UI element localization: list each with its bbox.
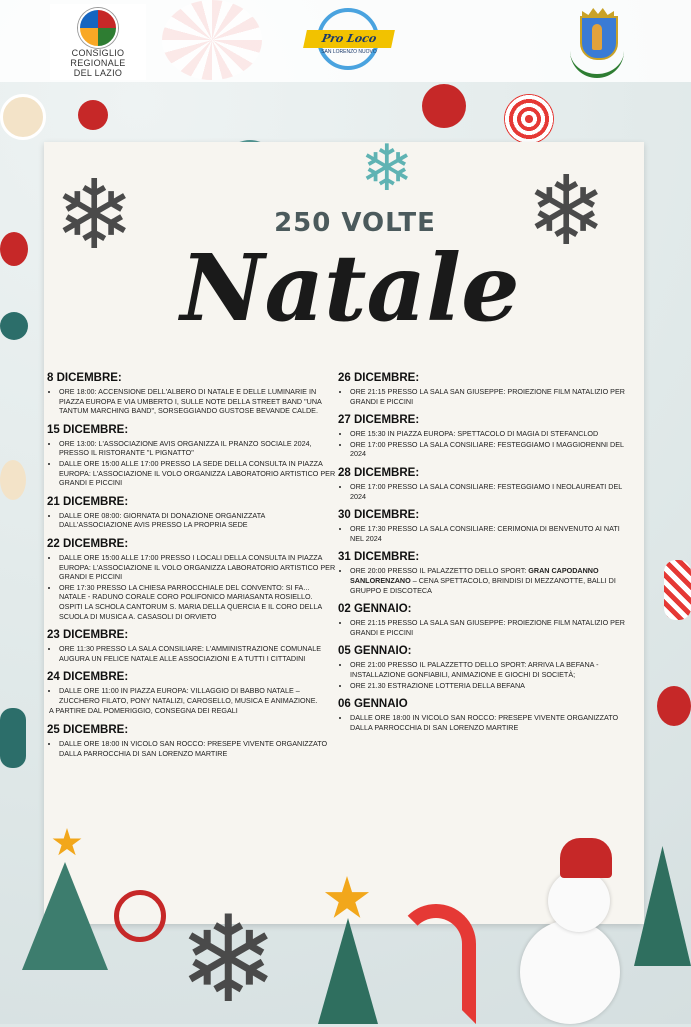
comune-coat-of-arms: [568, 6, 626, 76]
event-item: [59, 644, 337, 663]
event-item: [59, 686, 337, 705]
event-item-text: ORE 17:00 PRESSO LA SALA CONSILIARE: FESTEGGIAMO I NEOLAUREATI DEL 2024: [350, 481, 623, 501]
event-list: [47, 739, 337, 758]
event-item-text: DALLE ORE 15:00 ALLE 17:00 PRESSO LA SEDE DELLA CONSULTA IN PIAZZA EUROPA: L'ASSOCIAZIONE IL VOLO ORGANIZZA LABORATORIO ARTISTICO PER GRANDI E PICCINI: [59, 458, 336, 488]
event-day: [338, 414, 628, 459]
event-item: [350, 482, 628, 501]
event-list: [47, 553, 337, 621]
event-list: [338, 713, 628, 732]
ornament-teal: [0, 312, 28, 340]
event-date: 05 GENNAIO:: [338, 645, 412, 658]
consiglio-regionale-logo: [50, 4, 146, 80]
ornament-red: [78, 100, 108, 130]
event-date: 30 DICEMBRE:: [338, 509, 420, 522]
event-item: [350, 440, 628, 459]
event-item: [350, 387, 628, 406]
event-list: [338, 524, 628, 543]
ornament-cookie: [0, 94, 46, 140]
event-day: [47, 724, 337, 758]
event-list: [338, 387, 628, 406]
event-day: [47, 671, 337, 716]
pro-loco-logo: [305, 8, 393, 70]
event-item-text: DALLE ORE 11:00 IN PIAZZA EUROPA: VILLAGGIO DI BABBO NATALE – ZUCCHERO FILATO, PONY NATALIZI, CAROSELLO, MUSICA E ANIMAZIONE.: [59, 686, 318, 705]
ornament-red: [0, 232, 28, 266]
saint-figure-icon: [592, 24, 602, 50]
event-item-text: ORE 18:00: ACCENSIONE DELL'ALBERO DI NATALE E DELLE LUMINARIE IN PIAZZA EUROPA E VIA UMBERTO I, SULLE NOTE DELLA STREET BAND "UNA TANTUM MARCHING BAND", SORSEGGIANDO GUSTOSE BEVANDE CALDE.: [59, 387, 322, 416]
ornament-cookie: [0, 460, 26, 500]
event-date: 23 DICEMBRE:: [47, 629, 129, 642]
event-item-text: ORE 17:30 PRESSO LA CHIESA PARROCCHIALE DEL CONVENTO: SI FA... NATALE - RADUNO CORALE CORO POLIFONICO MARIASANTA ROSIELLO. OSPITI LA SCHOLA CANTORUM S. MARIA DELLA QUERCIA E IL CORO DELLA SCUOLA DI MUSICA A. CASASOLI DI ORVIETO: [59, 582, 322, 621]
event-item-text: ORE 13:00: L'ASSOCIAZIONE AVIS ORGANIZZA IL PRANZO SOCIALE 2024, PRESSO IL RISTORANTE "L PIGNATTO": [59, 438, 312, 458]
event-day: [47, 629, 337, 663]
events-left-column: [47, 372, 337, 766]
event-item: [350, 660, 628, 679]
event-item-text: – CENA SPETTACOLO, BRINDISI DI MEZZANOTTE, BALLI DI GRUPPO E DISCOTECA: [350, 575, 616, 595]
event-list: [338, 482, 628, 501]
poster-subtitle: 250 VOLTE: [274, 208, 436, 238]
region-crest-icon: [78, 8, 118, 48]
event-day: [338, 509, 628, 543]
event-item-text: ORE 11:30 PRESSO LA SALA CONSILIARE: L'AMMINISTRAZIONE COMUNALE AUGURA UN FELICE NATALE ALLE ASSOCIAZIONI E A TUTTI I CITTADINI: [59, 644, 322, 663]
candy-cane-icon: [396, 904, 476, 1024]
logo-left-line-3: DEL LAZIO: [73, 68, 123, 78]
event-item: [59, 583, 337, 621]
event-date: 26 DICEMBRE:: [338, 372, 420, 384]
event-item-text: ORE 17:30 PRESSO LA SALA CONSILIARE: CERIMONIA DI BENVENUTO AI NATI NEL 2024: [350, 524, 620, 543]
event-date: 06 GENNAIO: [338, 698, 408, 711]
pro-loco-subtitle: SAN LORENZO NUOVO: [321, 49, 377, 55]
event-day: [338, 551, 628, 595]
event-item: [59, 439, 337, 458]
ornament-red: [422, 84, 466, 128]
event-day: [47, 424, 337, 488]
event-date: 25 DICEMBRE:: [47, 724, 129, 737]
event-item-text: DALLE ORE 15:00 ALLE 17:00 PRESSO I LOCALI DELLA CONSULTA IN PIAZZA EUROPA: L'ASSOCIAZIONE IL VOLO ORGANIZZA LABORATORIO ARTISTICO PER GRANDI E PICCINI: [59, 552, 336, 582]
event-list: [338, 660, 628, 690]
event-day: [47, 538, 337, 621]
pro-loco-title: Pro Loco: [303, 30, 395, 48]
event-date: 15 DICEMBRE:: [47, 423, 129, 436]
event-list: [338, 429, 628, 459]
event-item: [350, 618, 628, 637]
event-day: [338, 372, 628, 406]
poster-title: Natale: [180, 234, 520, 342]
event-item-text: ORE 21:15 PRESSO LA SALA SAN GIUSEPPE: PROIEZIONE FILM NATALIZIO PER GRANDI E PICCINI: [350, 618, 625, 637]
snowman-head-icon: [548, 870, 610, 932]
event-item: [59, 387, 337, 416]
event-date: 27 DICEMBRE:: [338, 414, 420, 427]
snowflake-icon: ❄: [360, 132, 414, 204]
ornament-teal: [0, 708, 26, 768]
snowman-icon: [520, 920, 620, 1024]
ornament-swirl: [664, 560, 691, 620]
wreath-icon: [570, 50, 624, 78]
event-item: [350, 429, 628, 439]
event-item: [350, 713, 628, 732]
event-day: [47, 372, 337, 416]
ornament-ring: [114, 890, 166, 942]
event-day: [47, 496, 337, 530]
event-list: [47, 644, 337, 663]
event-item: [350, 566, 628, 595]
event-list: [47, 439, 337, 488]
event-item: [59, 553, 337, 582]
event-date: 22 DICEMBRE:: [47, 537, 129, 550]
event-item-text: ORE 21.30 ESTRAZIONE LOTTERIA DELLA BEFANA: [350, 680, 525, 690]
event-item: [59, 459, 337, 488]
event-item-text: DALLE ORE 18:00 IN VICOLO SAN ROCCO: PRESEPE VIVENTE ORGANIZZATO DALLA PARROCCHIA DI SAN LORENZO MARTIRE: [59, 739, 328, 758]
event-item-text: ORE 15:30 IN PIAZZA EUROPA: SPETTACOLO DI MAGIA DI STEFANCLOD: [350, 429, 599, 439]
event-date: 28 DICEMBRE:: [338, 466, 420, 479]
events-right-column: [338, 372, 628, 740]
event-date: 02 GENNAIO:: [338, 603, 412, 616]
event-item-text: ORE 17:00 PRESSO LA SALA CONSILIARE: FESTEGGIAMO I MAGGIORENNI DEL 2024: [350, 439, 624, 459]
snowflake-icon: ❄: [526, 158, 607, 265]
event-item-text: DALLE ORE 08:00: GIORNATA DI DONAZIONE ORGANIZZATA DALL'ASSOCIAZIONE AVIS PRESSO LA PROPRIA SEDE: [59, 510, 265, 530]
event-date: 31 DICEMBRE:: [338, 551, 420, 564]
event-date: 8 DICEMBRE:: [47, 372, 122, 384]
event-day: [338, 645, 628, 690]
event-note: A PARTIRE DAL POMERIGGIO, CONSEGNA DEI REGALI: [49, 706, 238, 716]
event-list: [47, 686, 337, 705]
event-item: [59, 511, 337, 530]
ornament-swirl: [504, 94, 554, 144]
event-list: [47, 387, 337, 416]
logo-left-line-1: CONSIGLIO: [71, 48, 125, 58]
event-day: [338, 467, 628, 501]
event-item-text: ORE 21:15 PRESSO LA SALA SAN GIUSEPPE: PROIEZIONE FILM NATALIZIO PER GRANDI E PICCINI: [350, 387, 625, 406]
logo-left-line-2: REGIONALE: [70, 58, 126, 68]
event-item-text: ORE 20:00 PRESSO IL PALAZZETTO DELLO SPORT:: [350, 566, 527, 576]
event-item: [59, 739, 337, 758]
event-date: 24 DICEMBRE:: [47, 671, 129, 684]
event-list: [47, 511, 337, 530]
event-list: [338, 566, 628, 595]
event-highlight: GRAN CAPODANNO SANLORENZANO: [350, 566, 599, 585]
ornament-red: [657, 686, 691, 726]
event-item-text: ORE 21:00 PRESSO IL PALAZZETTO DELLO SPORT: ARRIVA LA BEFANA - INSTALLAZIONE GONFIABILI, ANIMAZIONE E GIOCHI DI SOCIETÀ;: [350, 660, 599, 679]
event-date: 21 DICEMBRE:: [47, 495, 129, 508]
snowflake-icon: ❄: [178, 893, 279, 1027]
event-day: [338, 603, 628, 637]
event-item: [350, 524, 628, 543]
snowflake-icon: ❄: [54, 162, 135, 269]
snowman-hat-icon: [560, 838, 612, 878]
event-list: [338, 618, 628, 637]
event-day: [338, 698, 628, 732]
event-item-text: DALLE ORE 18:00 IN VICOLO SAN ROCCO: PRESEPE VIVENTE ORGANIZZATO DALLA PARROCCHIA DI SAN LORENZO MARTIRE: [350, 713, 619, 732]
event-item: [350, 681, 628, 691]
